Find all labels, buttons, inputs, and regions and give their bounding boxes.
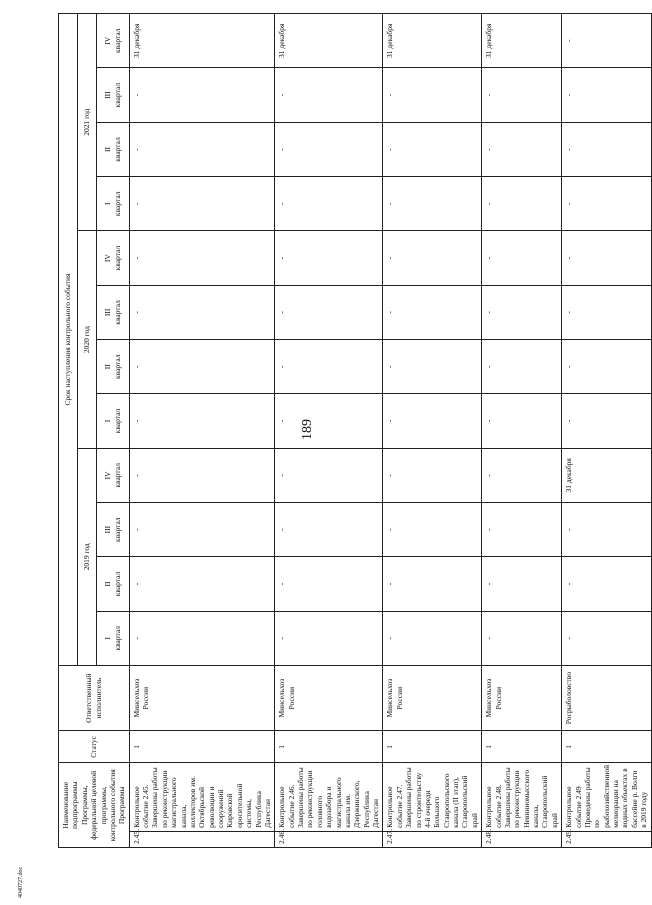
date-cell: 31 декабря — [275, 14, 383, 69]
row-number: 2.48. — [482, 831, 562, 847]
event-name: Контрольное событие 2.45. Завершены работы по реконструкции магистрального канала, коллекторов им. Октябрьской революции и сооружений Кировской оросительной системы, Республика Дагестан — [129, 763, 275, 831]
table-body — [129, 14, 651, 848]
page-number-text: 189 — [300, 419, 315, 440]
date-cell: - — [562, 122, 651, 176]
quarter-word: квартал — [112, 137, 122, 162]
table-row — [482, 14, 562, 848]
date-cell: - — [129, 122, 275, 176]
table-row — [383, 14, 482, 848]
row-number: 2.46. — [275, 831, 383, 847]
quarter-header — [97, 394, 130, 448]
footer-code: 4040727.doc — [18, 866, 24, 898]
quarter-word: квартал — [112, 28, 122, 54]
date-cell: - — [562, 503, 651, 557]
date-cell: - — [482, 557, 562, 611]
date-cell: - — [129, 285, 275, 339]
quarter-numeral: III — [103, 308, 113, 317]
executor-cell: Минсельхоз России — [482, 665, 562, 730]
quarter-header — [97, 503, 130, 557]
quarter-word: квартал — [112, 82, 122, 108]
date-cell: - — [383, 394, 482, 448]
date-cell: - — [383, 68, 482, 122]
date-cell: - — [383, 557, 482, 611]
date-cell: - — [129, 231, 275, 285]
date-cell: 31 декабря — [482, 14, 562, 69]
date-cell: - — [383, 340, 482, 394]
header-year-2020: 2020 год — [78, 231, 97, 448]
quarter-word: квартал — [112, 300, 122, 325]
date-cell: - — [383, 503, 482, 557]
date-cell: - — [482, 448, 562, 502]
date-cell: - — [482, 394, 562, 448]
quarter-word: квартал — [112, 626, 122, 651]
quarter-numeral: IV — [103, 36, 113, 45]
quarter-word: квартал — [112, 571, 122, 597]
row-number: 2.47. — [383, 831, 482, 847]
date-cell: - — [129, 557, 275, 611]
date-cell: 31 декабря — [129, 14, 275, 69]
status-cell: 1 — [275, 731, 383, 763]
date-cell: - — [275, 231, 383, 285]
header-year-2019: 2019 год — [78, 448, 97, 665]
header-year-2021: 2021 год — [78, 14, 97, 231]
date-cell: - — [482, 285, 562, 339]
date-cell: - — [129, 340, 275, 394]
date-cell: - — [275, 285, 383, 339]
quarter-header — [97, 340, 130, 394]
date-cell: - — [129, 503, 275, 557]
date-cell: - — [383, 122, 482, 176]
event-name: Контрольное событие 2.49 Проведены работы по рыбохозяйственной мелиорации на водных объектах в бассейне р. Волги в 2019 году — [562, 763, 651, 831]
date-cell: - — [562, 285, 651, 339]
quarter-numeral: II — [103, 364, 113, 370]
date-cell: - — [383, 448, 482, 502]
date-cell: - — [482, 611, 562, 665]
quarter-word: квартал — [112, 354, 122, 380]
executor-cell: Минсельхоз России — [383, 665, 482, 730]
date-cell: 31 декабря — [383, 14, 482, 69]
date-cell: - — [129, 68, 275, 122]
date-cell: - — [383, 231, 482, 285]
date-cell: - — [275, 394, 383, 448]
quarter-word: квартал — [112, 191, 122, 217]
executor-cell: Росрыболовство — [562, 665, 651, 730]
date-cell: - — [562, 177, 651, 231]
status-cell: 1 — [129, 731, 275, 763]
quarter-numeral: I — [103, 637, 113, 640]
date-cell: - — [562, 611, 651, 665]
status-cell: 1 — [383, 731, 482, 763]
date-cell: - — [275, 557, 383, 611]
quarter-numeral: IV — [103, 471, 113, 480]
date-cell: - — [275, 611, 383, 665]
quarter-word: квартал — [112, 517, 122, 542]
quarter-word: квартал — [112, 245, 122, 271]
quarter-numeral: I — [103, 202, 113, 206]
date-cell: - — [482, 122, 562, 176]
date-cell: - — [129, 177, 275, 231]
date-cell: - — [562, 14, 651, 69]
quarter-header — [97, 557, 130, 611]
date-cell: - — [383, 611, 482, 665]
date-cell: - — [129, 448, 275, 502]
header-status: Статус — [59, 731, 130, 763]
date-cell: - — [562, 68, 651, 122]
date-cell: - — [562, 557, 651, 611]
event-name: Контрольное событие 2.48. Завершены работы по реконструкции Невинномысского канала, Ставропольский край — [482, 763, 562, 831]
date-cell: - — [383, 285, 482, 339]
quarter-header — [97, 122, 130, 176]
quarter-header — [97, 285, 130, 339]
table-row — [562, 14, 651, 848]
quarter-numeral: IV — [103, 254, 113, 263]
event-name: Контрольное событие 2.47. Завершены работы по строительству 4-й очереди Большого Ставропольского канала (II этап), Ставропольский край — [383, 763, 482, 831]
quarter-header — [97, 448, 130, 502]
executor-cell: Минсельхоз России — [129, 665, 275, 730]
status-cell: 1 — [562, 731, 651, 763]
row-number: 2.45. — [129, 831, 275, 847]
date-cell: - — [275, 68, 383, 122]
date-cell: - — [275, 122, 383, 176]
row-number: 2.49. — [562, 831, 651, 847]
quarter-numeral: I — [103, 419, 113, 423]
date-cell: - — [129, 611, 275, 665]
date-cell: - — [482, 177, 562, 231]
header-executor: Ответственный исполнитель — [59, 665, 130, 730]
event-name: Контрольное событие 2.46. Завершены работы по реконструкции головного водозабора и магистрального канала им. Дзержинского, Республика Дагестан — [275, 763, 383, 831]
quarter-word: квартал — [112, 463, 122, 488]
quarter-word: квартал — [112, 408, 122, 434]
executor-cell: Минсельхоз России — [275, 665, 383, 730]
control-events-table — [58, 13, 652, 848]
rotated-table-stage — [58, 13, 649, 848]
date-cell: - — [562, 231, 651, 285]
quarter-header — [97, 14, 130, 69]
table-row — [129, 14, 275, 848]
date-cell: - — [275, 448, 383, 502]
date-cell: 31 декабря — [562, 448, 651, 502]
table-row — [275, 14, 383, 848]
date-cell: - — [482, 68, 562, 122]
date-cell: - — [562, 394, 651, 448]
date-cell: - — [129, 394, 275, 448]
quarter-header — [97, 611, 130, 665]
date-cell: - — [383, 177, 482, 231]
header-name: Наименование подпрограммы Программы, федеральной целевой программы, контрольного события Программы — [59, 763, 130, 848]
quarter-numeral: III — [103, 91, 113, 99]
date-cell: - — [482, 340, 562, 394]
quarter-numeral: II — [103, 581, 113, 587]
date-cell: - — [275, 340, 383, 394]
quarter-numeral: III — [103, 525, 113, 534]
quarter-header — [97, 177, 130, 231]
quarter-numeral: II — [103, 146, 113, 152]
quarter-header — [97, 231, 130, 285]
date-cell: - — [275, 503, 383, 557]
date-cell: - — [562, 340, 651, 394]
quarter-header — [97, 68, 130, 122]
status-cell: 1 — [482, 731, 562, 763]
header-dates: Срок наступления контрольного события — [59, 14, 78, 666]
date-cell: - — [275, 177, 383, 231]
date-cell: - — [482, 231, 562, 285]
footer — [18, 860, 32, 900]
date-cell: - — [482, 503, 562, 557]
